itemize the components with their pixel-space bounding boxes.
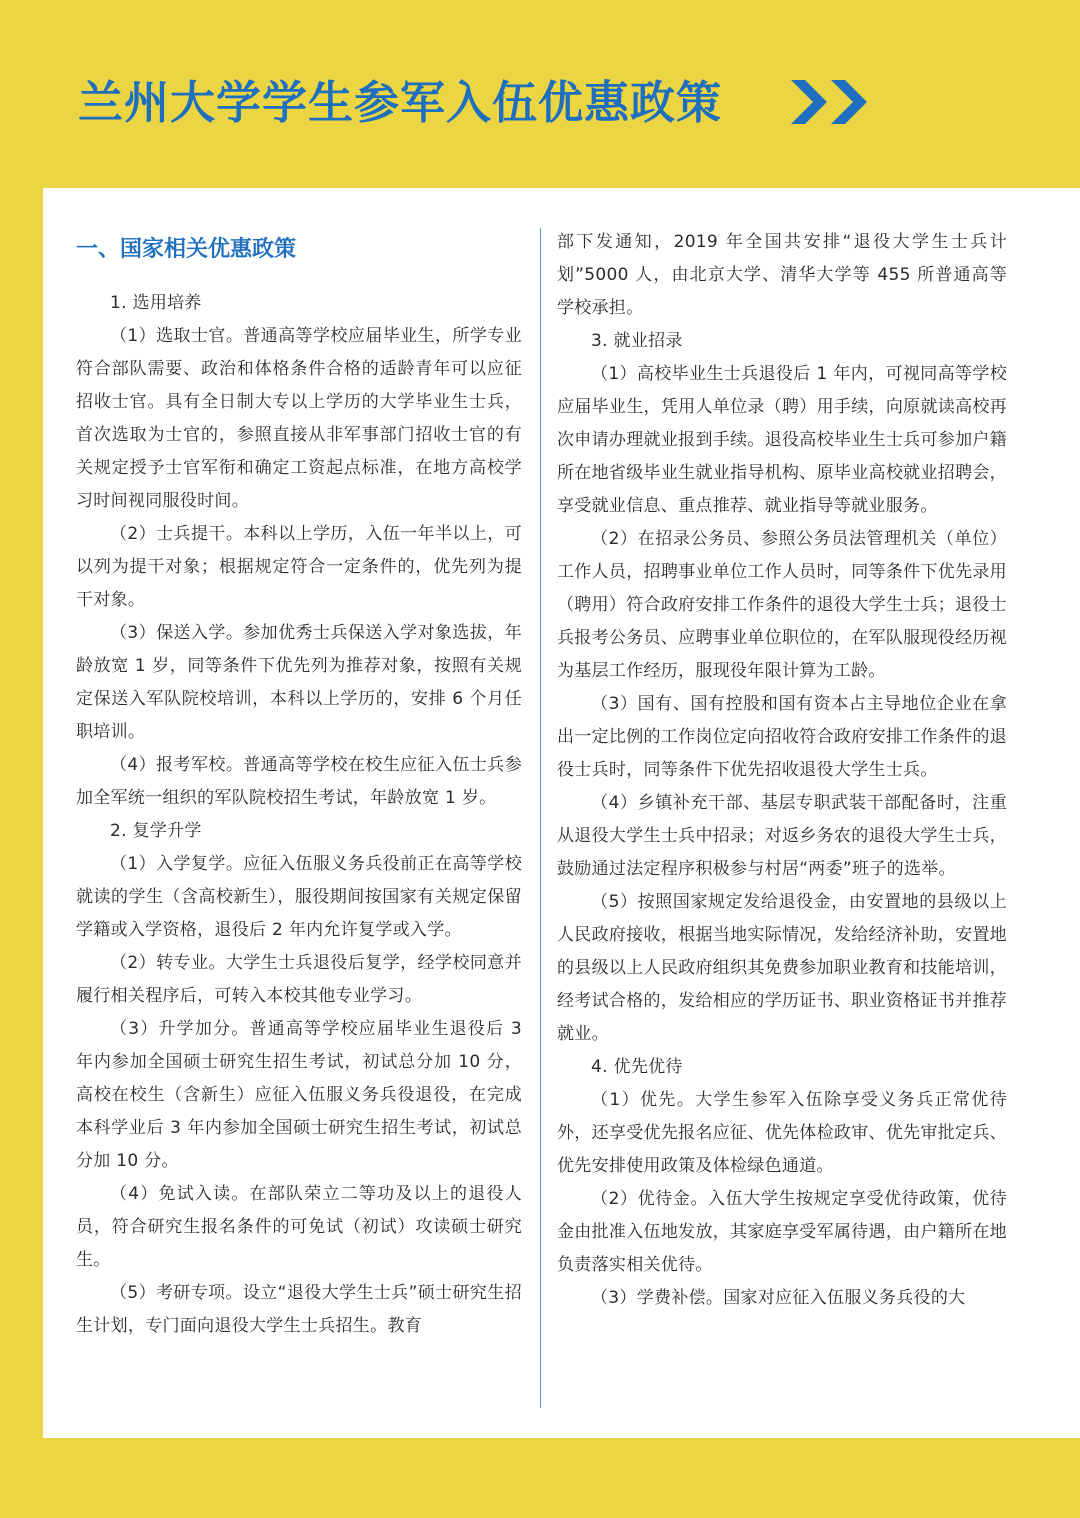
subheading-selection-training: 1. 选用培养 [110, 293, 202, 313]
double-chevron-right-icon [791, 80, 869, 124]
paragraph: （2）优待金。入伍大学生按规定享受优待政策，优待金由批准入伍地发放，其家庭享受军属待遇，由户籍所在地负责落实相关优待。 [557, 1189, 1007, 1275]
right-column [557, 226, 1007, 1315]
paragraph: （5）考研专项。设立“退役大学生士兵”硕士研究生招生计划，专门面向退役大学生士兵招生。教育 [76, 1283, 522, 1336]
paragraph: （1）优先。大学生参军入伍除享受义务兵正常优待外，还享受优先报名应征、优先体检政审、优先审批定兵、优先安排使用政策及体检绿色通道。 [557, 1090, 1007, 1176]
left-column [76, 287, 522, 1343]
paragraph: （5）按照国家规定发给退役金，由安置地的县级以上人民政府接收，根据当地实际情况，发给经济补助，安置地的县级以上人民政府组织其免费参加职业教育和技能培训，经考试合格的，发给相应的学历证书、职业资格证书并推荐就业。 [557, 892, 1007, 1044]
paragraph: （3）保送入学。参加优秀士兵保送入学对象选拔，年龄放宽 1 岁，同等条件下优先列为推荐对象，按照有关规定保送入军队院校培训，本科以上学历的，安排 6 个月任职培训。 [76, 623, 522, 742]
paragraph: （3）国有、国有控股和国有资本占主导地位企业在拿出一定比例的工作岗位定向招收符合政府安排工作条件的退役士兵时，同等条件下优先招收退役大学生士兵。 [557, 694, 1007, 780]
paragraph: 部下发通知，2019 年全国共安排“退役大学生士兵计划”5000 人，由北京大学、清华大学等 455 所普通高等学校承担。 [557, 232, 1007, 318]
paragraph: （1）选取士官。普通高等学校应届毕业生，所学专业符合部队需要、政治和体格条件合格的适龄青年可以应征招收士官。具有全日制大专以上学历的大学毕业生士兵，首次选取为士官的，参照直接从非军事部门招收士官的有关规定授予士官军衔和确定工资起点标准，在地方高校学习时间视同服役时间。 [76, 326, 522, 511]
subheading-return-study: 2. 复学升学 [110, 821, 202, 841]
paragraph: （4）报考军校。普通高等学校在校生应征入伍士兵参加全军统一组织的军队院校招生考试，年龄放宽 1 岁。 [76, 755, 522, 808]
subheading-priority: 4. 优先优待 [591, 1057, 683, 1077]
column-divider [540, 228, 541, 1408]
subheading-employment: 3. 就业招录 [591, 331, 683, 351]
paragraph: （1）高校毕业生士兵退役后 1 年内，可视同高等学校应届毕业生，凭用人单位录（聘）用手续，向原就读高校再次申请办理就业报到手续。退役高校毕业生士兵可参加户籍所在地省级毕业生就业指导机构、原毕业高校就业招聘会，享受就业信息、重点推荐、就业指导等就业服务。 [557, 364, 1007, 516]
page-title: 兰州大学学生参军入伍优惠政策 [78, 76, 723, 129]
content-panel [43, 188, 1080, 1438]
paragraph: （3）升学加分。普通高等学校应届毕业生退役后 3 年内参加全国硕士研究生招生考试，初试总分加 10 分，高校在校生（含新生）应征入伍服义务兵役退役，在完成本科学业后 3 年内参加全国硕士研究生招生考试，初试总分加 10 分。 [76, 1019, 522, 1171]
paragraph: （4）乡镇补充干部、基层专职武装干部配备时，注重从退役大学生士兵中招录；对返乡务农的退役大学生士兵，鼓励通过法定程序积极参与村居“两委”班子的选举。 [557, 793, 1007, 879]
paragraph: （3）学费补偿。国家对应征入伍服义务兵役的大 [591, 1288, 966, 1308]
paragraph: （4）免试入读。在部队荣立二等功及以上的退役人员，符合研究生报名条件的可免试（初试）攻读硕士研究生。 [76, 1184, 522, 1270]
section-heading: 一、国家相关优惠政策 [76, 237, 297, 262]
paragraph: （1）入学复学。应征入伍服义务兵役前正在高等学校就读的学生（含高校新生），服役期间按国家有关规定保留学籍或入学资格，退役后 2 年内允许复学或入学。 [76, 854, 522, 940]
paragraph: （2）士兵提干。本科以上学历，入伍一年半以上，可以列为提干对象；根据规定符合一定条件的，优先列为提干对象。 [76, 524, 522, 610]
paragraph: （2）在招录公务员、参照公务员法管理机关（单位）工作人员，招聘事业单位工作人员时，同等条件下优先录用（聘用）符合政府安排工作条件的退役大学生士兵；退役士兵报考公务员、应聘事业单位职位的，在军队服现役经历视为基层工作经历，服现役年限计算为工龄。 [557, 529, 1007, 681]
paragraph: （2）转专业。大学生士兵退役后复学，经学校同意并履行相关程序后，可转入本校其他专业学习。 [76, 953, 522, 1006]
